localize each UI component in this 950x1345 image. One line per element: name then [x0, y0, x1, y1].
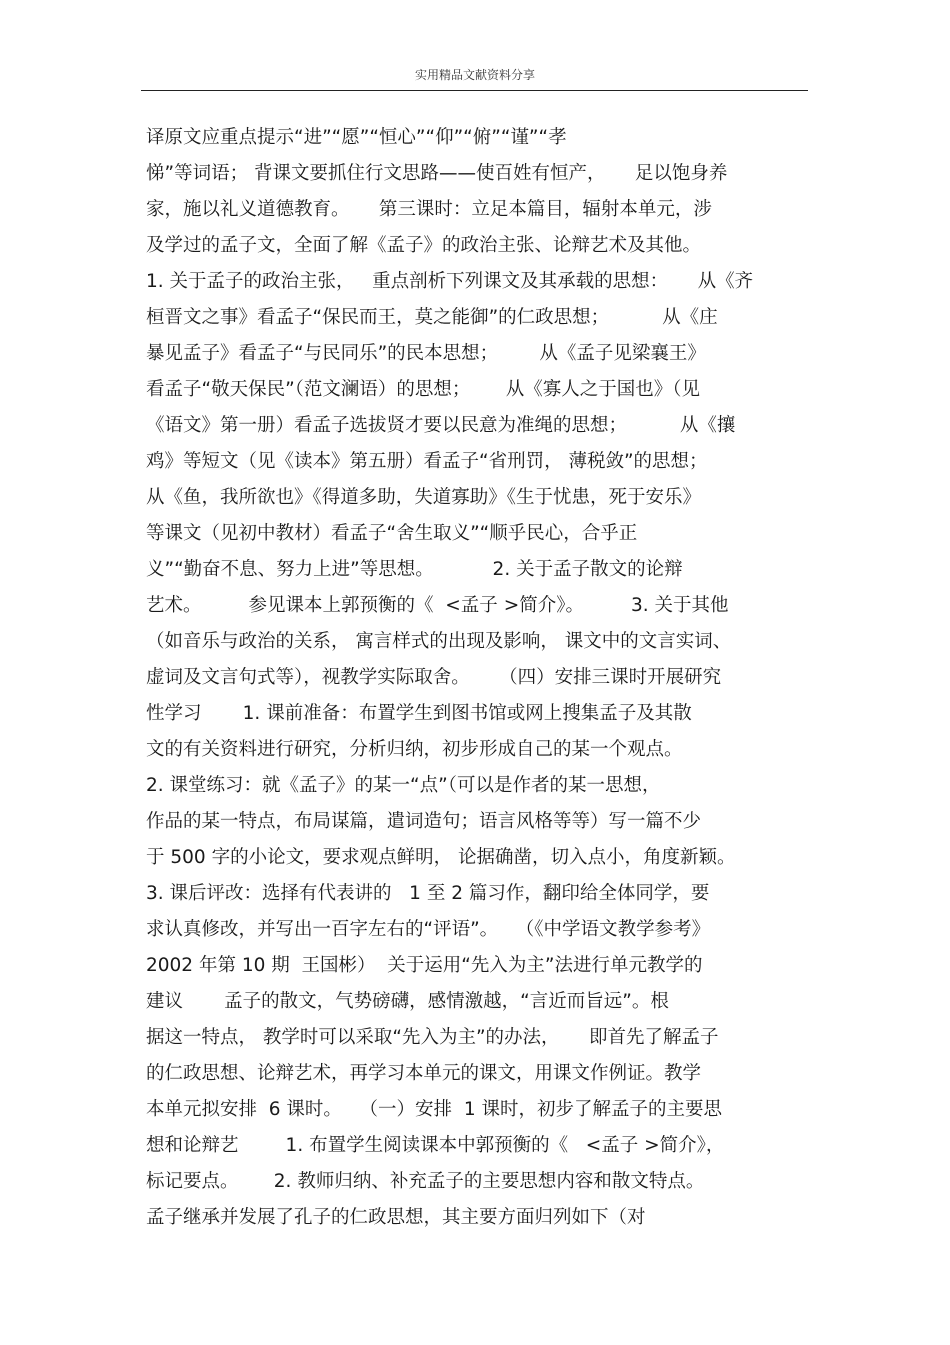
- text-line: 3. 课后评改：选择有代表讲的 1 至 2 篇习作，翻印给全体同学，要: [146, 883, 710, 904]
- text-line: 作品的某一特点，布局谋篇，遣词造句；语言风格等等）写一篇不少: [146, 811, 702, 832]
- text-line: 义”“勤奋不息、努力上进”等思想。 2. 关于孟子散文的论辩: [146, 559, 683, 580]
- page-header: 实用精品文献资料分享: [414, 68, 535, 82]
- text-line: （如音乐与政治的关系， 寓言样式的出现及影响， 课文中的文言实词、: [146, 631, 732, 652]
- text-line: 等课文（见初中教材）看孟子“舍生取义”“顺乎民心，合乎正: [146, 523, 638, 544]
- text-line: 2. 课堂练习：就《孟子》的某一“点”（可以是作者的某一思想，: [146, 775, 661, 796]
- text-line: 桓晋文之事》看孟子“保民而王，莫之能御”的仁政思想； 从《庄: [146, 307, 718, 328]
- text-line: 求认真修改，并写出一百字左右的“评语”。 （《中学语文教学参考》: [146, 919, 711, 940]
- text-line: 鸡》等短文（见《读本》第五册）看孟子“省刑罚， 薄税敛”的思想；: [146, 451, 708, 472]
- text-line: 从《鱼，我所欲也》《得道多助，失道寡助》《生于忧患，死于安乐》: [146, 487, 702, 508]
- text-line: 译原文应重点提示“进”“愿”“恒心”“仰”“俯”“谨”“孝: [146, 127, 567, 148]
- text-line: 1. 关于孟子的政治主张， 重点剖析下列课文及其承载的思想： 从《齐: [146, 271, 754, 292]
- text-line: 家，施以礼义道德教育。 第三课时：立足本篇目，辐射本单元，涉: [146, 199, 712, 220]
- text-line: 建议 孟子的散文，气势磅礴，感情激越，“言近而旨远”。根: [146, 991, 669, 1012]
- text-line: 据这一特点， 教学时可以采取“先入为主”的办法， 即首先了解孟子: [146, 1027, 719, 1048]
- text-line: 想和论辩艺 1. 布置学生阅读课本中郭预衡的《 <孟子 >简介》，: [146, 1135, 725, 1156]
- text-line: 看孟子“敬天保民”（范文澜语）的思想； 从《寡人之于国也》（见: [146, 379, 700, 400]
- text-line: 孟子继承并发展了孔子的仁政思想，其主要方面归列如下（对: [146, 1207, 646, 1228]
- text-line: 标记要点。 2. 教师归纳、补充孟子的主要思想内容和散文特点。: [146, 1171, 705, 1192]
- text-line: 于 500 字的小论文，要求观点鲜明， 论据确凿，切入点小，角度新颖。: [146, 847, 736, 868]
- text-line: 艺术。 参见课本上郭预衡的《 <孟子 >简介》。 3. 关于其他: [146, 595, 729, 616]
- text-line: 悌”等词语； 背课文要抓住行文思路——使百姓有恒产， 足以饱身养: [146, 163, 728, 184]
- text-line: 《语文》第一册）看孟子选拔贤才要以民意为准绳的思想； 从《攘: [146, 415, 736, 436]
- header-divider: [141, 90, 808, 91]
- text-line: 的仁政思想、论辩艺术，再学习本单元的课文，用课文作例证。教学: [146, 1063, 702, 1084]
- text-line: 虚词及文言句式等），视教学实际取舍。 （四）安排三课时开展研究: [146, 667, 722, 688]
- text-line: 本单元拟安排 6 课时。 （一）安排 1 课时，初步了解孟子的主要思: [146, 1099, 722, 1120]
- text-line: 2002 年第 10 期 王国彬） 关于运用“先入为主”法进行单元教学的: [146, 955, 703, 976]
- text-line: 性学习 1. 课前准备：布置学生到图书馆或网上搜集孟子及其散: [146, 703, 692, 724]
- text-line: 及学过的孟子文，全面了解《孟子》的政治主张、论辩艺术及其他。: [146, 235, 702, 256]
- text-line: 暴见孟子》看孟子“与民同乐”的民本思想； 从《孟子见梁襄王》: [146, 343, 706, 364]
- text-line: 文的有关资料进行研究，分析归纳，初步形成自己的某一个观点。: [146, 739, 683, 760]
- document-body: [146, 120, 811, 1236]
